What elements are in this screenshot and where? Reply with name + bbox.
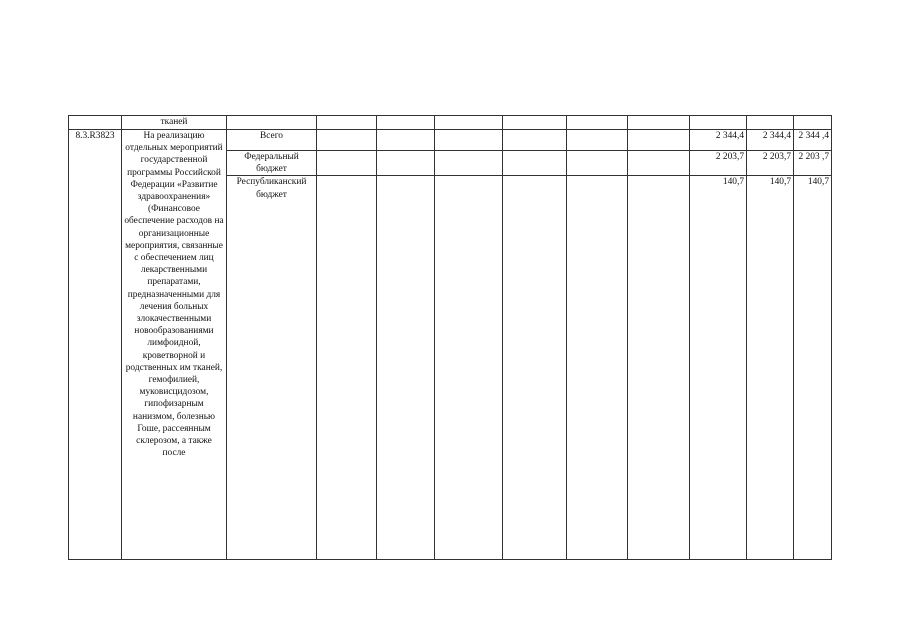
- source-label-total: Всего: [227, 130, 317, 151]
- value-cell: [628, 130, 690, 151]
- value-cell: [794, 116, 832, 130]
- value-cell: [628, 116, 690, 130]
- table-row-total: [69, 130, 832, 151]
- value-cell: [628, 176, 690, 560]
- value-cell: [377, 130, 435, 151]
- value-cell: [435, 176, 503, 560]
- amount-cell: 140,7: [747, 176, 794, 560]
- value-cell: [503, 176, 567, 560]
- value-cell: [317, 151, 377, 176]
- value-cell: [747, 116, 794, 130]
- name-tail-cell: тканей: [122, 116, 227, 130]
- amount-cell: 2 344,4: [690, 130, 747, 151]
- value-cell: [377, 176, 435, 560]
- value-cell: [567, 176, 628, 560]
- code-cell: [69, 116, 122, 130]
- source-cell: [227, 116, 317, 130]
- budget-table: [68, 115, 832, 560]
- amount-cell: 2 203 ,7: [794, 151, 832, 176]
- value-cell: [435, 151, 503, 176]
- value-cell: [317, 176, 377, 560]
- value-cell: [317, 130, 377, 151]
- value-cell: [567, 151, 628, 176]
- value-cell: [377, 151, 435, 176]
- amount-cell: 140,7: [690, 176, 747, 560]
- measure-name-cell: На реализацию отдельных мероприятий государственной программы Российской Федерации «Развитие здравоохранения» (Финансовое обеспечение расходов на организационные мероприятия, связанные с обеспечением лиц лекарственными препаратами, предназначенными для лечения больных злокачественными новообразованиями лимфоидной, кроветворной и родственных им тканей, гемофилией, муковисцидозом, гипофизарным нанизмом, болезнью Гоше, рассеянным склерозом, а также после: [122, 130, 227, 560]
- amount-cell: 140,7: [794, 176, 832, 560]
- value-cell: [628, 151, 690, 176]
- value-cell: [317, 116, 377, 130]
- value-cell: [503, 116, 567, 130]
- value-cell: [503, 151, 567, 176]
- amount-cell: 2 203,7: [690, 151, 747, 176]
- value-cell: [503, 130, 567, 151]
- continuation-row: [69, 116, 832, 130]
- value-cell: [567, 130, 628, 151]
- source-label-federal: Федеральный бюджет: [227, 151, 317, 176]
- value-cell: [377, 116, 435, 130]
- value-cell: [567, 116, 628, 130]
- value-cell: [435, 116, 503, 130]
- amount-cell: 2 344,4: [747, 130, 794, 151]
- source-label-republic: Республиканский бюджет: [227, 176, 317, 560]
- measure-code-cell: 8.3.R3823: [69, 130, 122, 560]
- value-cell: [690, 116, 747, 130]
- value-cell: [435, 130, 503, 151]
- amount-cell: 2 344 ,4: [794, 130, 832, 151]
- amount-cell: 2 203,7: [747, 151, 794, 176]
